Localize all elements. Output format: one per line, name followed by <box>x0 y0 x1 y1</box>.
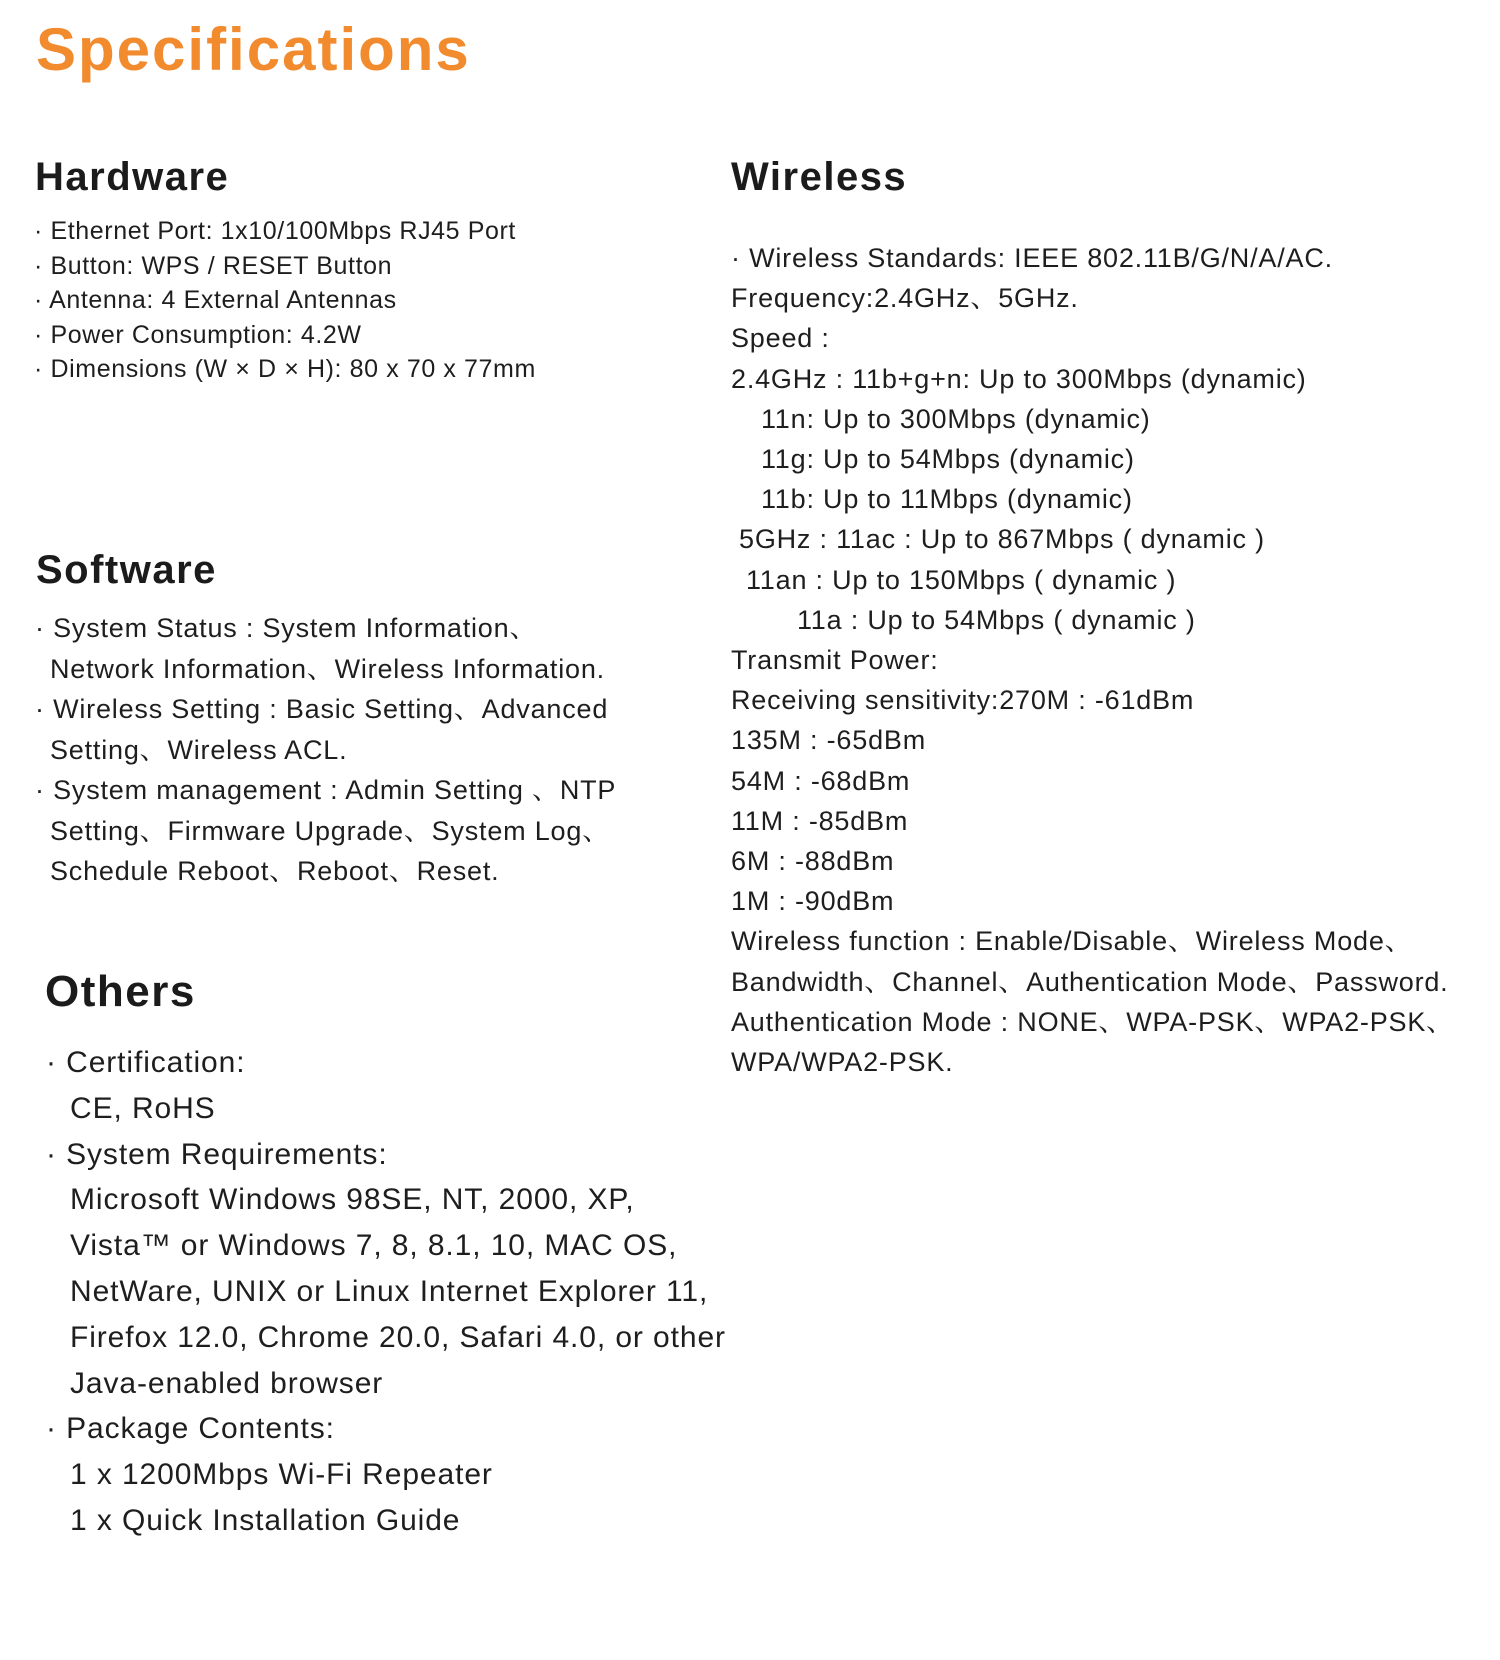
spec-line: Schedule Reboot、Reboot、Reset. <box>50 856 500 886</box>
spec-line-speed: Speed : <box>731 323 830 354</box>
hardware-spec-list <box>34 214 536 387</box>
spec-line-button: · Button: WPS / RESET Button <box>34 251 393 280</box>
spec-line: 11an : Up to 150Mbps ( dynamic ) <box>746 564 1177 595</box>
spec-line: 11a : Up to 54Mbps ( dynamic ) <box>797 604 1196 635</box>
spec-line: 135M : -65dBm <box>731 725 926 756</box>
spec-line: Network Information、Wireless Information. <box>50 653 605 684</box>
spec-line: NetWare, UNIX or Linux Internet Explorer 11, <box>70 1274 709 1308</box>
spec-line: CE, RoHS <box>70 1091 216 1125</box>
software-heading: Software <box>36 548 217 592</box>
spec-line: 11g: Up to 54Mbps (dynamic) <box>761 444 1135 475</box>
spec-line: 11b: Up to 11Mbps (dynamic) <box>761 484 1133 515</box>
others-spec-list <box>46 1040 726 1544</box>
spec-line: · System management : Admin Setting 、NTP <box>35 775 617 805</box>
spec-line-frequency: Frequency:2.4GHz、5GHz. <box>731 283 1079 314</box>
spec-line-antenna: · Antenna: 4 External Antennas <box>34 286 397 314</box>
spec-line: 1 x Quick Installation Guide <box>70 1503 461 1537</box>
software-spec-list <box>35 608 616 892</box>
spec-line-package-contents: · Package Contents: <box>46 1412 335 1446</box>
spec-line-authentication-mode: Authentication Mode : NONE、WPA-PSK、WPA2-PSK、 <box>731 1006 1454 1037</box>
spec-line: Vista™ or Windows 7, 8, 8.1, 10, MAC OS, <box>70 1229 678 1263</box>
spec-line: Java-enabled browser <box>70 1366 384 1400</box>
others-heading: Others <box>45 967 196 1016</box>
spec-line-receiving-sensitivity: Receiving sensitivity:270M : -61dBm <box>731 685 1195 716</box>
spec-line-wireless-function: Wireless function : Enable/Disable、Wireless Mode、 <box>731 926 1413 957</box>
wireless-spec-list <box>731 238 1454 1082</box>
page-title: Specifications <box>36 16 471 83</box>
spec-line: Firefox 12.0, Chrome 20.0, Safari 4.0, or other <box>70 1320 726 1354</box>
spec-line: 54M : -68dBm <box>731 765 911 796</box>
spec-line: 11n: Up to 300Mbps (dynamic) <box>761 403 1151 434</box>
spec-line: 11M : -85dBm <box>731 805 909 836</box>
spec-line-certification: · Certification: <box>46 1046 246 1079</box>
spec-line: · Wireless Setting : Basic Setting、Advanced <box>35 694 609 724</box>
spec-line-ethernet-port: · Ethernet Port: 1x10/100Mbps RJ45 Port <box>34 217 516 245</box>
spec-line-dimensions: · Dimensions (W × D × H): 80 x 70 x 77mm <box>34 355 536 383</box>
spec-line-transmit-power: Transmit Power: <box>731 645 939 676</box>
spec-line-system-requirements: · System Requirements: <box>46 1137 388 1171</box>
hardware-heading: Hardware <box>35 155 230 199</box>
spec-line: Setting、Wireless ACL. <box>50 734 348 765</box>
spec-line: 6M : -88dBm <box>731 846 895 877</box>
spec-line: Setting、Firmware Upgrade、System Log、 <box>50 815 610 846</box>
spec-line: Microsoft Windows 98SE, NT, 2000, XP, <box>70 1183 635 1217</box>
spec-line: 5GHz : 11ac : Up to 867Mbps ( dynamic ) <box>739 524 1265 555</box>
wireless-heading: Wireless <box>731 155 908 199</box>
spec-line: 1M : -90dBm <box>731 886 895 917</box>
spec-line-power-consumption: · Power Consumption: 4.2W <box>34 320 362 349</box>
spec-line-wireless-standards: · Wireless Standards: IEEE 802.11B/G/N/A/AC. <box>731 243 1333 273</box>
spec-line: 2.4GHz : 11b+g+n: Up to 300Mbps (dynamic) <box>731 363 1307 394</box>
spec-line: Bandwidth、Channel、Authentication Mode、Password. <box>731 966 1449 997</box>
spec-line: · System Status : System Information、 <box>35 613 538 643</box>
spec-line: WPA/WPA2-PSK. <box>731 1047 954 1078</box>
spec-line: 1 x 1200Mbps Wi-Fi Repeater <box>70 1458 493 1492</box>
